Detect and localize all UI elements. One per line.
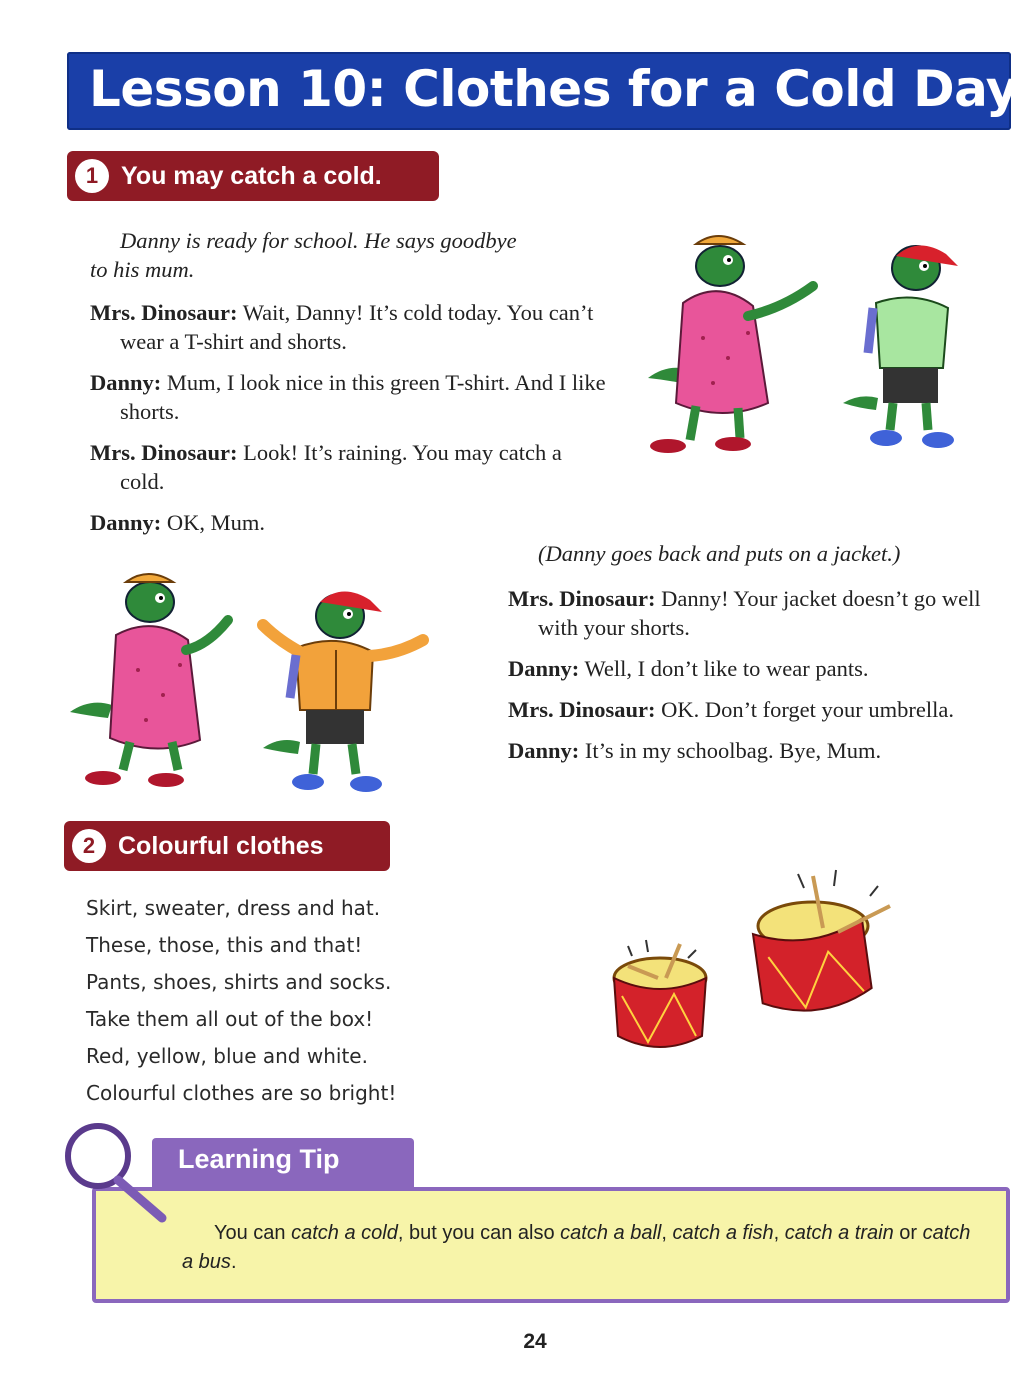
section-1-number: 1 xyxy=(75,159,109,193)
line-text: Look! It’s raining. You may catch a cold. xyxy=(120,440,562,494)
chant-line: Red, yellow, blue and white. xyxy=(86,1044,368,1068)
dialogue-line xyxy=(508,695,1013,724)
lesson-title: Lesson 10: Clothes for a Cold Day xyxy=(89,60,1018,118)
dialogue-part-2 xyxy=(508,584,1013,777)
mother-dinosaur-image xyxy=(70,574,228,787)
section-2-number: 2 xyxy=(72,829,106,863)
speaker: Danny: xyxy=(90,370,162,395)
story-intro: Danny is ready for school. He says goodbye to his mum. xyxy=(90,228,517,282)
lesson-banner xyxy=(67,52,1018,130)
dialogue-line xyxy=(90,438,610,496)
chant-line: Skirt, sweater, dress and hat. xyxy=(86,896,381,920)
learning-tip-text xyxy=(182,1219,982,1277)
section-1-title: You may catch a cold. xyxy=(121,161,382,190)
chant-lines xyxy=(86,890,396,1112)
speaker: Mrs. Dinosaur: xyxy=(90,300,238,325)
tip-text-part: , xyxy=(661,1222,673,1244)
chant-line: Pants, shoes, shirts and socks. xyxy=(86,970,392,994)
learning-tip-tab xyxy=(152,1138,414,1188)
drums-illustration xyxy=(608,866,908,1066)
magnifier-icon xyxy=(64,1122,174,1232)
chant-line: Take them all out of the box! xyxy=(86,1007,374,1031)
danny-dinosaur-jacket-image xyxy=(263,591,423,792)
dialogue-line xyxy=(90,298,610,356)
dinosaurs-jacket-illustration xyxy=(68,570,448,802)
speaker: Mrs. Dinosaur: xyxy=(508,697,656,722)
large-drum-image xyxy=(753,870,890,1017)
line-text: OK, Mum. xyxy=(166,510,266,535)
line-text: Well, I don’t like to wear pants. xyxy=(584,656,869,681)
section-1-heading xyxy=(67,151,439,201)
tip-phrase: catch a fish xyxy=(672,1222,774,1244)
speaker: Danny: xyxy=(508,738,580,763)
line-text: OK. Don’t forget your umbrella. xyxy=(661,697,954,722)
dialogue-line xyxy=(508,584,1013,642)
stage-direction: (Danny goes back and puts on a jacket.) xyxy=(538,541,901,566)
line-text: It’s in my schoolbag. Bye, Mum. xyxy=(584,738,882,763)
page-number: 24 xyxy=(523,1330,547,1353)
danny-dinosaur-tshirt-image xyxy=(843,245,958,448)
speaker: Danny: xyxy=(508,656,580,681)
tip-phrase: catch a ball xyxy=(560,1222,662,1244)
line-text: Wait, Danny! It’s cold today. You can’t wear a T-shirt and shorts. xyxy=(120,300,594,354)
dialogue-line xyxy=(508,736,1013,765)
tip-text-part: or xyxy=(893,1222,923,1244)
learning-tip-box xyxy=(92,1187,1010,1303)
tip-phrase: catch a train xyxy=(784,1222,894,1244)
learning-tip-title: Learning Tip xyxy=(178,1144,340,1174)
tip-text-part: . xyxy=(230,1251,237,1273)
dinosaurs-tshirt-illustration xyxy=(628,228,978,468)
dialogue-part-1 xyxy=(90,298,610,549)
speaker: Mrs. Dinosaur: xyxy=(508,586,656,611)
line-text: Mum, I look nice in this green T-shirt. And I like shorts. xyxy=(120,370,606,424)
speaker: Mrs. Dinosaur: xyxy=(90,440,238,465)
tip-text-part: You can xyxy=(214,1222,292,1244)
small-drum-image xyxy=(614,940,706,1047)
speaker: Danny: xyxy=(90,510,162,535)
tip-phrase: catch a bus xyxy=(182,1222,971,1273)
chant-line: These, those, this and that! xyxy=(86,933,363,957)
dialogue-line xyxy=(90,368,610,426)
tip-phrase: catch a cold xyxy=(291,1222,398,1244)
dialogue-line xyxy=(90,508,610,537)
mother-dinosaur-image xyxy=(648,236,813,453)
chant-line: Colourful clothes are so bright! xyxy=(86,1081,397,1105)
line-text: Danny! Your jacket doesn’t go well with your shorts. xyxy=(538,586,981,640)
tip-text-part: , but you can also xyxy=(397,1222,561,1244)
section-2-title: Colourful clothes xyxy=(118,831,324,860)
dialogue-line xyxy=(508,654,1013,683)
section-2-heading xyxy=(64,821,390,871)
tip-text-part: , xyxy=(773,1222,785,1244)
